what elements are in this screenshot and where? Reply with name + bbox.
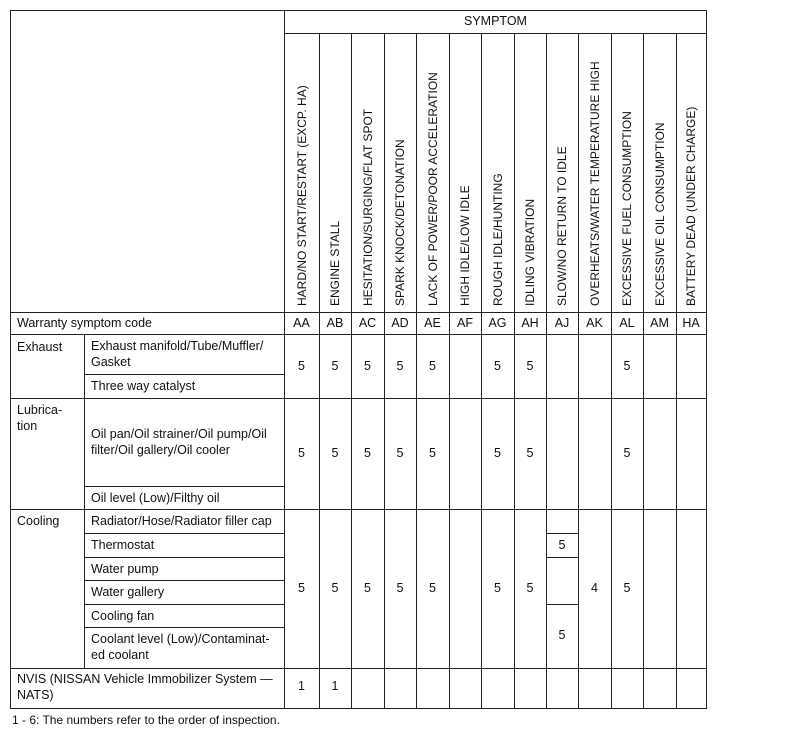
- value-exhaust-ab: 5: [331, 359, 339, 373]
- value-cooling-ae: 5: [429, 581, 436, 595]
- symptom-header-aa: HARD/NO START/RESTART (EXCP. HA): [294, 85, 309, 306]
- warranty-code-ha: HA: [682, 316, 700, 330]
- value-lubrication-ab: 5: [331, 446, 339, 460]
- value-cooling-aj-coolant: 5: [558, 628, 566, 642]
- item-thermostat: Thermostat: [91, 538, 155, 552]
- value-cooling-ag: 5: [494, 581, 501, 595]
- group-cooling-label: Cooling: [17, 514, 60, 528]
- warranty-code-ab: AB: [326, 316, 344, 330]
- item-cooling-fan: Cooling fan: [91, 609, 155, 623]
- value-cooling-aj-thermostat: 5: [558, 538, 566, 552]
- symptom-header-ak: OVERHEATS/WATER TEMPERATURE HIGH: [587, 61, 602, 306]
- value-exhaust-aa: 5: [298, 359, 305, 373]
- value-exhaust-al: 5: [623, 359, 631, 373]
- value-nvis-ab: 1: [331, 679, 339, 693]
- symptom-header-ah: IDLING VIBRATION: [523, 198, 537, 306]
- warranty-code-aj: AJ: [554, 316, 570, 330]
- symptom-header-ac: HESITATION/SURGING/FLAT SPOT: [360, 108, 375, 306]
- value-exhaust-ad: 5: [396, 359, 404, 373]
- symptom-header-al: EXCESSIVE FUEL CONSUMPTION: [620, 111, 634, 306]
- warranty-code-ak: AK: [586, 316, 603, 330]
- symptom-header-ab: ENGINE STALL: [328, 220, 342, 306]
- item-radiator: Radiator/Hose/Radiator filler cap: [91, 514, 272, 528]
- value-cooling-ak: 4: [591, 581, 598, 595]
- warranty-code-af: AF: [457, 316, 473, 330]
- item-coolant-level: Coolant level (Low)/Contaminat- ed coolant: [91, 632, 270, 662]
- footnote: 1 - 6: The numbers refer to the order of inspection.: [12, 713, 280, 727]
- value-lubrication-ac: 5: [364, 446, 371, 460]
- value-exhaust-ac: 5: [364, 359, 371, 373]
- warranty-code-ad: AD: [391, 316, 409, 330]
- item-three-way-catalyst: Three way catalyst: [91, 379, 196, 393]
- symptom-header-ha: BATTERY DEAD (UNDER CHARGE): [684, 106, 698, 306]
- symptom-header-am: EXCESSIVE OIL CONSUMPTION: [652, 122, 667, 306]
- value-lubrication-ah: 5: [526, 446, 534, 460]
- value-lubrication-ag: 5: [494, 446, 501, 460]
- value-cooling-ad: 5: [396, 581, 404, 595]
- group-nvis-label: NVIS (NISSAN Vehicle Immobilizer System — NATS): [17, 672, 273, 702]
- value-lubrication-ad: 5: [396, 446, 404, 460]
- item-oil-level: Oil level (Low)/Filthy oil: [91, 491, 220, 505]
- item-oil-pan: Oil pan/Oil strainer/Oil pump/Oil filter/Oil gallery/Oil cooler: [91, 427, 267, 457]
- warranty-code-ah: AH: [521, 316, 539, 330]
- value-lubrication-aa: 5: [298, 446, 305, 460]
- group-exhaust-label: Exhaust: [17, 340, 63, 354]
- symptom-header-ag: ROUGH IDLE/HUNTING: [490, 173, 505, 306]
- value-exhaust-ag: 5: [494, 359, 501, 373]
- item-exhaust-manifold: Exhaust manifold/Tube/Muffler/ Gasket: [91, 339, 264, 369]
- warranty-code-ac: AC: [358, 316, 377, 330]
- value-cooling-ab: 5: [331, 581, 339, 595]
- value-lubrication-al: 5: [623, 446, 631, 460]
- symptom-header-ae: LACK OF POWER/POOR ACCELERATION: [425, 72, 440, 306]
- value-cooling-al: 5: [623, 581, 631, 595]
- value-cooling-ah: 5: [526, 581, 534, 595]
- symptom-header-ad: SPARK KNOCK/DETONATION: [393, 139, 407, 306]
- warranty-code-aa: AA: [293, 316, 310, 330]
- value-nvis-aa: 1: [298, 679, 305, 693]
- warranty-code-ag: AG: [488, 316, 507, 330]
- value-exhaust-ae: 5: [429, 359, 436, 373]
- warranty-symptom-code-label: Warranty symptom code: [17, 316, 152, 330]
- warranty-code-al: AL: [619, 316, 635, 330]
- value-cooling-ac: 5: [364, 581, 371, 595]
- value-exhaust-ah: 5: [526, 359, 534, 373]
- group-lubrication-label: Lubrica- tion: [17, 403, 63, 433]
- item-water-pump: Water pump: [91, 562, 159, 576]
- warranty-code-am: AM: [650, 316, 669, 330]
- symptom-header-aj: SLOW/NO RETURN TO IDLE: [555, 146, 569, 306]
- symptom-header-af: HIGH IDLE/LOW IDLE: [458, 185, 472, 306]
- value-lubrication-ae: 5: [429, 446, 436, 460]
- value-cooling-aa: 5: [298, 581, 305, 595]
- item-water-gallery: Water gallery: [91, 585, 165, 599]
- warranty-code-ae: AE: [424, 316, 441, 330]
- symptom-header: SYMPTOM: [464, 14, 527, 28]
